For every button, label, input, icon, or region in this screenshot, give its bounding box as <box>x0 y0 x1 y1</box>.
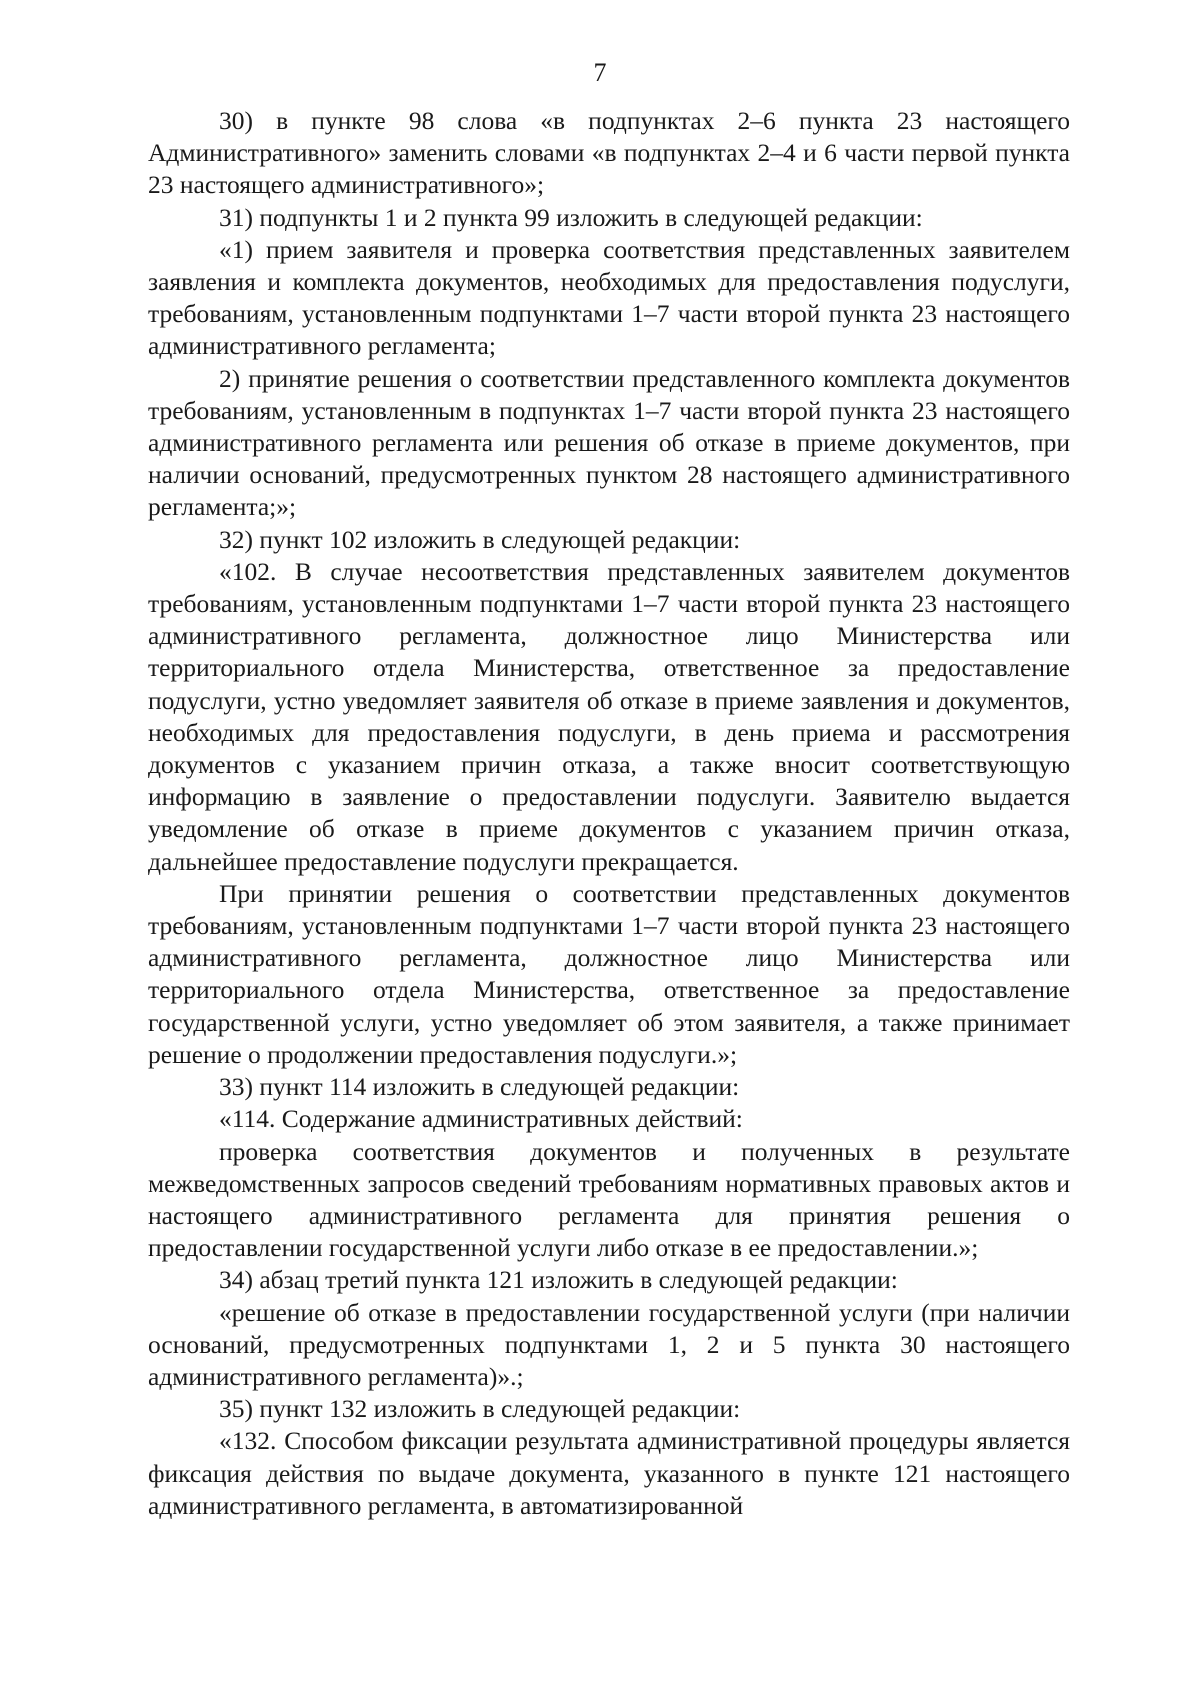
paragraph-121-text: «решение об отказе в предоставлении государственной услуги (при наличии оснований, предусмотренных подпунктами 1, 2 и 5 пункта 30 настоящего административного регламента)».; <box>148 1297 1070 1391</box>
paragraph-33: 33) пункт 114 изложить в следующей редакции: <box>219 1072 740 1102</box>
paragraph-31: 31) подпункты 1 и 2 пункта 99 изложить в следующей редакции: <box>219 202 923 232</box>
paragraph-34: 34) абзац третий пункта 121 изложить в следующей редакции: <box>219 1265 898 1295</box>
paragraph-32: 32) пункт 102 изложить в следующей редакции: <box>219 524 741 554</box>
paragraph-35: 35) пункт 132 изложить в следующей редакции: <box>219 1394 741 1424</box>
paragraph-30: 30) в пункте 98 слова «в подпунктах 2–6 пункта 23 настоящего Административного» заменить словами «в подпунктах 2–4 и 6 части первой пункта 23 настоящего административного»; <box>148 106 1070 200</box>
paragraph-132-text: «132. Способом фиксации результата административной процедуры является фиксация действия по выдаче документа, указанного в пункте 121 настоящего административного регламента, в автоматизированной <box>148 1426 1070 1520</box>
page-number: 7 <box>593 58 607 87</box>
paragraph-114-text: проверка соответствия документов и полученных в результате межведомственных запросов сведений требованиям нормативных правовых актов и настоящего административного регламента для принятия решения о предоставлении государственной услуги либо отказе в ее предоставлении.»; <box>148 1136 1070 1263</box>
paragraph-102-continuation: При принятии решения о соответствии представленных документов требованиям, установленным подпунктами 1–7 части второй пункта 23 настоящего административного регламента, должностное лицо Министерства или территориального отдела Министерства, ответственное за предоставление государственной услуги, устно уведомляет об этом заявителя, а также принимает решение о продолжении предоставления подуслуги.»; <box>148 878 1070 1069</box>
paragraph-31-sub-1: «1) прием заявителя и проверка соответствия представленных заявителем заявления и комплекта документов, необходимых для предоставления подуслуги, требованиям, установленным подпунктами 1–7 части второй пункта 23 настоящего административного регламента; <box>148 234 1070 361</box>
document-body <box>148 105 1070 1522</box>
paragraph-102-text: «102. В случае несоответствия представленных заявителем документов требованиям, установленным подпунктами 1–7 части второй пункта 23 настоящего административного регламента, должностное лицо Министерства или территориального отдела Министерства, ответственное за предоставление подуслуги, устно уведомляет заявителя об отказе в приеме заявления и документов, необходимых для предоставления подуслуги, в день приема и рассмотрения документов с указанием причин отказа, а также вносит соответствующую информацию в заявление о предоставлении подуслуги. Заявителю выдается уведомление об отказе в приеме документов с указанием причин отказа, дальнейшее предоставление подуслуги прекращается. <box>148 556 1070 876</box>
paragraph-114-heading: «114. Содержание административных действий: <box>219 1104 743 1134</box>
paragraph-31-sub-2: 2) принятие решения о соответствии представленного комплекта документов требованиям, установленным в подпунктах 1–7 части второй пункта 23 настоящего административного регламента или решения об отказе в приеме документов, при наличии оснований, предусмотренных пунктом 28 настоящего административного регламента;»; <box>148 363 1070 522</box>
